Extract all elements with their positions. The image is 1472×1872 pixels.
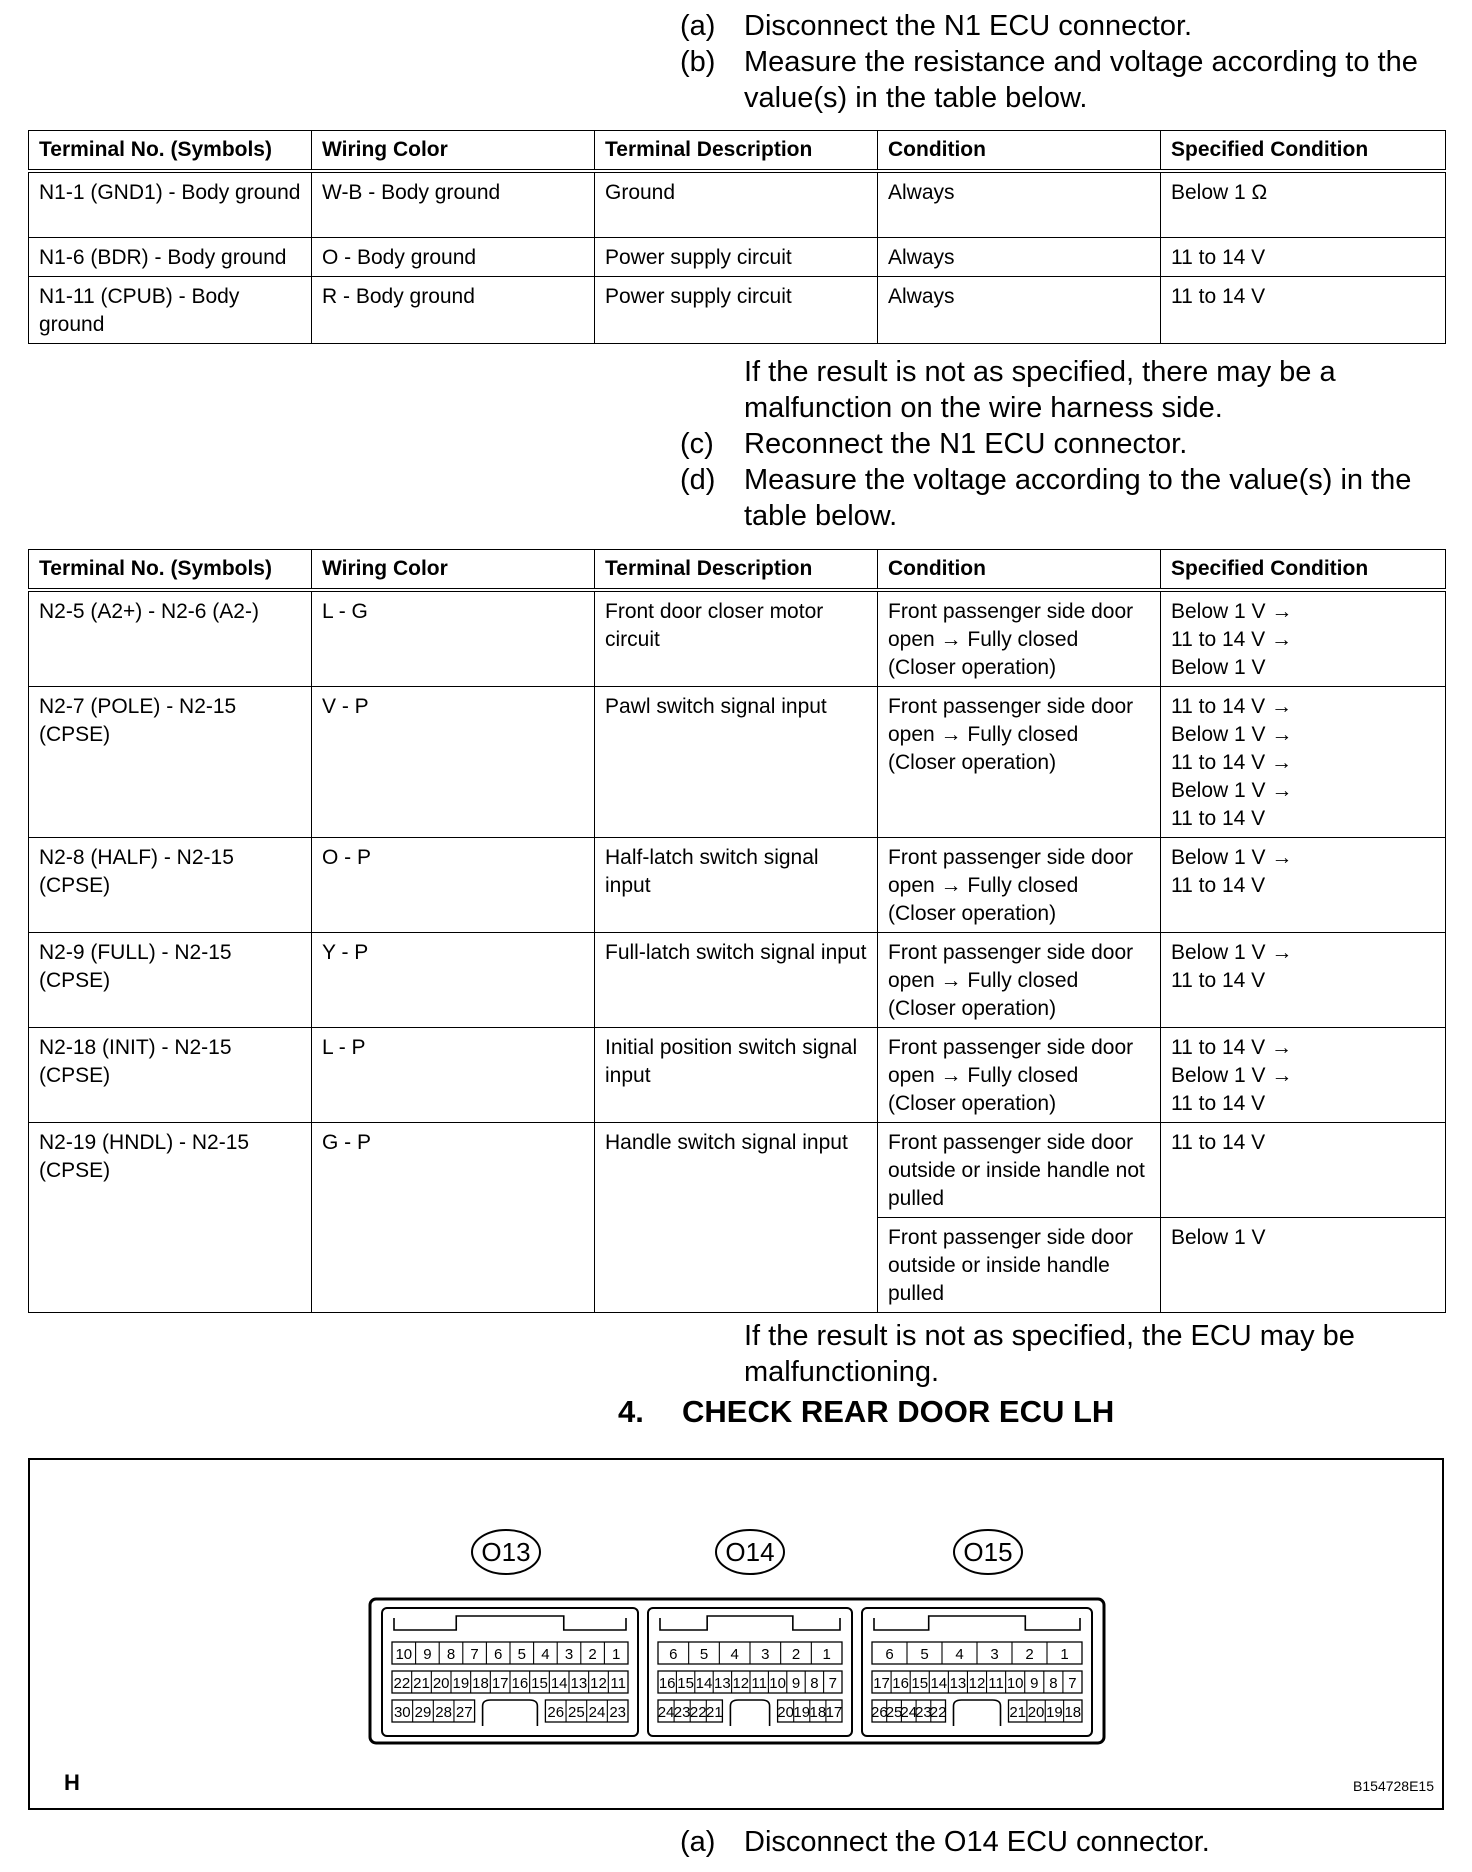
table-row [29, 687, 1446, 838]
pin-28: 28 [435, 1704, 452, 1721]
n1-connector-table [28, 130, 1446, 344]
pin-25: 25 [568, 1704, 585, 1721]
pin-10: 10 [395, 1646, 413, 1663]
pin-12: 12 [590, 1675, 607, 1692]
pin-5: 5 [699, 1646, 709, 1663]
cell-wiring-color: Y - P [312, 933, 595, 1028]
pin-16: 16 [892, 1675, 909, 1692]
pin-24: 24 [588, 1704, 606, 1721]
connector-latch [394, 1616, 626, 1630]
pin-8: 8 [1049, 1675, 1058, 1692]
cell-description: Full-latch switch signal input [595, 933, 878, 1028]
table-row [29, 1028, 1446, 1123]
cell-specified: Below 1 V → 11 to 14 V [1161, 933, 1446, 1028]
pin-12: 12 [968, 1675, 986, 1692]
pin-20: 20 [777, 1704, 794, 1721]
cell-wiring-color: R - Body ground [312, 276, 595, 343]
pin-5: 5 [517, 1646, 526, 1663]
step-label: (c) [680, 428, 714, 460]
cell-specified: Below 1 V → 11 to 14 V → Below 1 V [1161, 590, 1446, 687]
cell-description: Front door closer motor circuit [595, 590, 878, 687]
cell-description: Handle switch signal input [595, 1123, 878, 1313]
cell-specified: 11 to 14 V → Below 1 V → 11 to 14 V → Below 1 V → 11 to 14 V [1161, 687, 1446, 838]
pin-27: 27 [455, 1704, 473, 1721]
pin-4: 4 [955, 1646, 964, 1663]
pin-10: 10 [769, 1675, 786, 1692]
cell-condition: Front passenger side door outside or inside handle not pulled [878, 1123, 1161, 1218]
cell-specified: Below 1 V [1161, 1218, 1446, 1313]
pin-9: 9 [423, 1646, 432, 1663]
connector-key [954, 1700, 1001, 1726]
pin-30: 30 [393, 1704, 411, 1721]
cell-wiring-color: V - P [312, 687, 595, 838]
pin-7: 7 [1068, 1675, 1077, 1692]
connector-diagram [30, 1460, 1442, 1808]
cell-description: Initial position switch signal input [595, 1028, 878, 1123]
step-text: Measure the resistance and voltage according to the value(s) in the table below. [744, 46, 1418, 114]
cell-terminal: N2-9 (FULL) - N2-15 (CPSE) [29, 933, 312, 1028]
cell-terminal: N2-5 (A2+) - N2-6 (A2-) [29, 590, 312, 687]
cell-condition: Front passenger side door open → Fully closed (Closer operation) [878, 1028, 1161, 1123]
pin-14: 14 [550, 1675, 568, 1692]
pin-10: 10 [1006, 1675, 1024, 1692]
pin-18: 18 [809, 1704, 827, 1721]
pin-18: 18 [1064, 1704, 1082, 1721]
pin-24: 24 [657, 1704, 675, 1721]
step-label: (b) [680, 46, 716, 78]
pin-6: 6 [494, 1646, 503, 1663]
pin-2: 2 [791, 1646, 801, 1663]
cell-terminal: N1-11 (CPUB) - Body ground [29, 276, 312, 343]
cell-description: Power supply circuit [595, 237, 878, 276]
table-row [29, 933, 1446, 1028]
pin-8: 8 [810, 1675, 819, 1692]
pin-11: 11 [751, 1675, 767, 1692]
pin-13: 13 [570, 1675, 588, 1692]
table-header-row [29, 131, 1446, 172]
pin-13: 13 [714, 1675, 731, 1692]
pin-23: 23 [915, 1704, 932, 1721]
pin-26: 26 [871, 1704, 888, 1721]
connector-label-o15: O15 [963, 1537, 1013, 1567]
pin-22: 22 [393, 1675, 411, 1692]
cell-terminal: N1-6 (BDR) - Body ground [29, 237, 312, 276]
connector-label-o14: O14 [725, 1537, 775, 1567]
pin-1: 1 [612, 1646, 621, 1663]
cell-terminal: N2-18 (INIT) - N2-15 (CPSE) [29, 1028, 312, 1123]
pin-19: 19 [1046, 1704, 1063, 1721]
cell-wiring-color: W-B - Body ground [312, 171, 595, 237]
n2-connector-table [28, 549, 1446, 1313]
cell-description: Pawl switch signal input [595, 687, 878, 838]
pin-12: 12 [732, 1675, 750, 1692]
cell-wiring-color: L - G [312, 590, 595, 687]
pin-17: 17 [825, 1704, 843, 1721]
pin-13: 13 [949, 1675, 967, 1692]
table-row [29, 590, 1446, 687]
step-text: Measure the voltage according to the value(s) in the table below. [744, 464, 1412, 532]
table-row [29, 276, 1446, 343]
header-condition: Condition [878, 131, 1161, 172]
section-number: 4. [618, 1394, 644, 1429]
pin-15: 15 [531, 1675, 548, 1692]
connector-latch [660, 1616, 840, 1630]
pin-7: 7 [828, 1675, 837, 1692]
cell-wiring-color: O - Body ground [312, 237, 595, 276]
cell-wiring-color: G - P [312, 1123, 595, 1313]
pin-1: 1 [822, 1646, 831, 1663]
pin-16: 16 [658, 1675, 676, 1692]
pin-17: 17 [491, 1675, 509, 1692]
pin-14: 14 [695, 1675, 713, 1692]
cell-condition: Always [878, 237, 1161, 276]
table-row [29, 171, 1446, 237]
figure-code: B154728E15 [1353, 1778, 1434, 1794]
pin-25: 25 [885, 1704, 903, 1721]
cell-terminal: N1-1 (GND1) - Body ground [29, 171, 312, 237]
note-harness-malfunction: If the result is not as specified, there may be a malfunction on the wire harness side. [744, 356, 1336, 424]
header-specified-condition: Specified Condition [1161, 550, 1446, 591]
pin-23: 23 [673, 1704, 691, 1721]
cell-condition: Always [878, 171, 1161, 237]
pin-11: 11 [988, 1675, 1004, 1692]
pin-15: 15 [911, 1675, 929, 1692]
pin-6: 6 [669, 1646, 678, 1663]
cell-terminal: N2-8 (HALF) - N2-15 (CPSE) [29, 838, 312, 933]
pin-8: 8 [446, 1646, 456, 1663]
pin-21: 21 [1009, 1704, 1027, 1721]
cell-condition: Front passenger side door open → Fully closed (Closer operation) [878, 687, 1161, 838]
pin-19: 19 [793, 1704, 811, 1721]
pin-6: 6 [885, 1646, 894, 1663]
pin-11: 11 [610, 1675, 626, 1692]
pin-2: 2 [588, 1646, 597, 1663]
pin-9: 9 [1030, 1675, 1039, 1692]
cell-specified: Below 1 Ω [1161, 171, 1446, 237]
cell-specified: 11 to 14 V [1161, 1123, 1446, 1218]
pin-22: 22 [929, 1704, 947, 1721]
cell-wiring-color: O - P [312, 838, 595, 933]
pin-18: 18 [472, 1675, 489, 1692]
pin-21: 21 [413, 1675, 430, 1692]
pin-3: 3 [761, 1646, 770, 1663]
cell-specified: 11 to 14 V [1161, 237, 1446, 276]
pin-19: 19 [452, 1675, 470, 1692]
cell-terminal: N2-7 (POLE) - N2-15 (CPSE) [29, 687, 312, 838]
note-ecu-malfunction: If the result is not as specified, the ECU may be malfunctioning. [744, 1320, 1355, 1388]
pin-17: 17 [873, 1675, 890, 1692]
header-terminal: Terminal No. (Symbols) [29, 131, 312, 172]
connector-label-o13: O13 [481, 1537, 531, 1567]
step-label: (a) [680, 10, 716, 42]
table-row [29, 237, 1446, 276]
step-text: Disconnect the O14 ECU connector. [744, 1826, 1210, 1858]
pin-4: 4 [541, 1646, 550, 1663]
connector-key [730, 1700, 769, 1726]
cell-condition: Front passenger side door outside or inside handle pulled [878, 1218, 1161, 1313]
pin-3: 3 [990, 1646, 999, 1663]
pin-20: 20 [432, 1675, 450, 1692]
header-terminal-description: Terminal Description [595, 550, 878, 591]
header-condition: Condition [878, 550, 1161, 591]
header-terminal: Terminal No. (Symbols) [29, 550, 312, 591]
cell-wiring-color: L - P [312, 1028, 595, 1123]
cell-description: Ground [595, 171, 878, 237]
pin-4: 4 [730, 1646, 739, 1663]
cell-condition: Front passenger side door open → Fully closed (Closer operation) [878, 933, 1161, 1028]
pin-3: 3 [564, 1646, 574, 1663]
connector-figure [28, 1458, 1444, 1810]
pin-20: 20 [1027, 1704, 1045, 1721]
cell-condition: Front passenger side door open → Fully closed (Closer operation) [878, 838, 1161, 933]
header-wiring-color: Wiring Color [312, 131, 595, 172]
table-header-row [29, 550, 1446, 591]
pin-23: 23 [609, 1704, 627, 1721]
cell-specified: Below 1 V → 11 to 14 V [1161, 838, 1446, 933]
figure-corner-label: H [64, 1770, 80, 1795]
pin-16: 16 [511, 1675, 529, 1692]
cell-specified: 11 to 14 V [1161, 276, 1446, 343]
cell-description: Half-latch switch signal input [595, 838, 878, 933]
cell-condition: Front passenger side door open → Fully closed (Closer operation) [878, 590, 1161, 687]
cell-description: Power supply circuit [595, 276, 878, 343]
table-row [29, 1123, 1446, 1218]
header-terminal-description: Terminal Description [595, 131, 878, 172]
pin-22: 22 [689, 1704, 707, 1721]
step-label: (d) [680, 464, 716, 496]
pin-15: 15 [677, 1675, 694, 1692]
connector-key [483, 1700, 538, 1726]
cell-specified: 11 to 14 V → Below 1 V → 11 to 14 V [1161, 1028, 1446, 1123]
header-specified-condition: Specified Condition [1161, 131, 1446, 172]
pin-5: 5 [920, 1646, 929, 1663]
section-title: CHECK REAR DOOR ECU LH [682, 1394, 1115, 1429]
pin-29: 29 [414, 1704, 432, 1721]
step-label: (a) [680, 1826, 716, 1858]
pin-24: 24 [900, 1704, 918, 1721]
pin-9: 9 [791, 1675, 801, 1692]
table-row [29, 838, 1446, 933]
cell-condition: Always [878, 276, 1161, 343]
pin-26: 26 [547, 1704, 565, 1721]
pin-14: 14 [930, 1675, 948, 1692]
cell-terminal: N2-19 (HNDL) - N2-15 (CPSE) [29, 1123, 312, 1313]
pin-21: 21 [706, 1704, 723, 1721]
step-text: Reconnect the N1 ECU connector. [744, 428, 1188, 460]
pin-2: 2 [1025, 1646, 1034, 1663]
pin-7: 7 [470, 1646, 479, 1663]
connector-latch [874, 1616, 1080, 1630]
pin-1: 1 [1060, 1646, 1069, 1663]
step-text: Disconnect the N1 ECU connector. [744, 10, 1193, 42]
header-wiring-color: Wiring Color [312, 550, 595, 591]
